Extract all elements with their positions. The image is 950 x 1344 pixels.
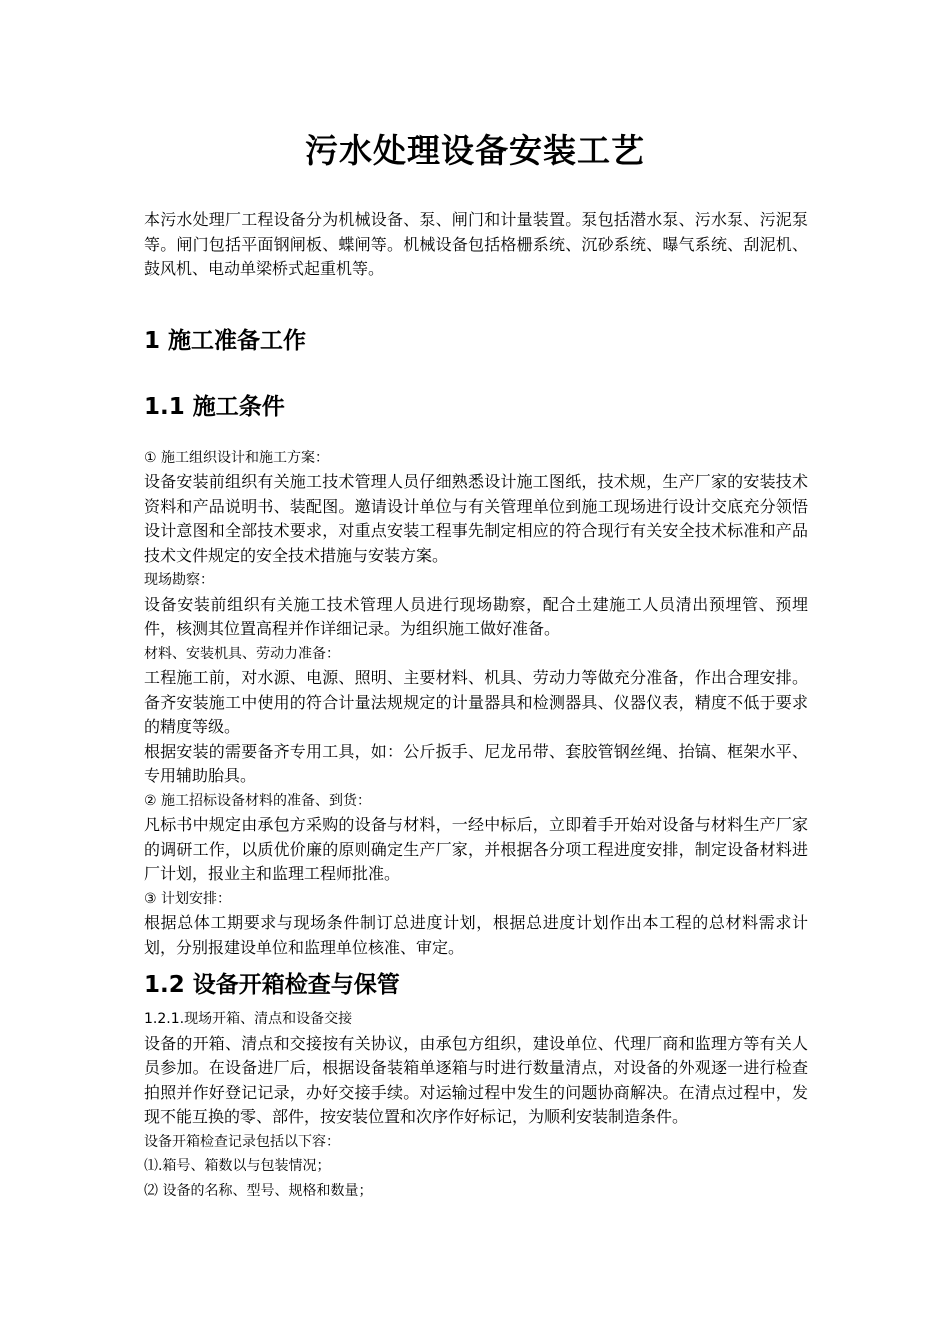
item-2-label: ② 施工招标设备材料的准备、到货： xyxy=(144,792,372,809)
survey-label: 现场勘察： xyxy=(144,572,214,588)
item-3-text: 根据总体工期要求与现场条件制订总进度计划，根据总进度计划作出本工程的总材料需求计划，分别报建设单位和监理单位核准、审定。 xyxy=(144,913,808,957)
survey-text: 设备安装前组织有关施工技术管理人员进行现场勘察，配合土建施工人员清出预埋管、预埋件，核测其位置高程并作详细记录。为组织施工做好准备。 xyxy=(144,594,808,638)
record-label: 设备开箱检查记录包括以下容： xyxy=(144,1133,340,1150)
intro-paragraph: 本污水处理厂工程设备分为机械设备、泵、闸门和计量装置。泵包括潜水泵、污水泵、污泥泵等。闸门包括平面钢闸板、蝶闸等。机械设备包括格栅系统、沉砂系统、曝气系统、刮泥机、鼓风机、电动单梁桥式起重机等。 xyxy=(144,210,808,278)
materials-label: 材料、安装机具、劳动力准备： xyxy=(144,645,340,662)
item-1-label: ① 施工组织设计和施工方案： xyxy=(144,449,330,466)
document-title: 污水处理设备安装工艺 xyxy=(305,131,645,170)
item-1-text: 设备安装前组织有关施工技术管理人员仔细熟悉设计施工图纸，技术规，生产厂家的安装技术资料和产品说明书、装配图。邀请设计单位与有关管理单位到施工现场进行设计交底充分领悟设计意图和全部技术要求，对重点安装工程事先制定相应的符合现行有关安全技术标准和产品技术文件规定的安全技术措施与安装方案。 xyxy=(144,472,808,565)
tools-text: 根据安装的需要备齐专用工具，如：公斤扳手、尼龙吊带、套胶管钢丝绳、抬镐、框架水平、专用辅助胎具。 xyxy=(144,741,808,785)
section-1-1-heading: 1.1 施工条件 xyxy=(144,393,285,420)
list-item: ⑵ 设备的名称、型号、规格和数量； xyxy=(144,1182,373,1199)
section-1-2-heading: 1.2 设备开箱检查与保管 xyxy=(144,972,400,998)
subsection-1-2-1-label: 1.2.1.现场开箱、清点和设备交接 xyxy=(144,1011,353,1027)
subsection-1-2-1-text: 设备的开箱、清点和交接按有关协议，由承包方组织，建设单位、代理厂商和监理方等有关人员参加。在设备进厂后，根据设备装箱单逐箱与时进行数量清点，对设备的外观逐一进行检查拍照并作好登记记录，办好交接手续。对运输过程中发生的问题协商解决。在清点过程中，发现不能互换的零、部件，按安装位置和次序作好标记，为顺利安装制造条件。 xyxy=(144,1033,808,1126)
list-item: ⑴.箱号、箱数以与包装情况； xyxy=(144,1158,331,1174)
section-1-heading: 1 施工准备工作 xyxy=(144,327,307,354)
materials-text: 工程施工前，对水源、电源、照明、主要材料、机具、劳动力等做充分准备，作出合理安排。备齐安装施工中使用的符合计量法规规定的计量器具和检测器具、仪器仪表，精度不低于要求的精度等级。 xyxy=(144,668,808,736)
item-3-label: ③ 计划安排： xyxy=(144,890,232,907)
item-2-text: 凡标书中规定由承包方采购的设备与材料，一经中标后，立即着手开始对设备与材料生产厂家的调研工作，以质优价廉的原则确定生产厂家，并根据各分项工程进度安排，制定设备材料进厂计划，报业主和监理工程师批准。 xyxy=(144,815,808,883)
document-body xyxy=(144,208,808,1203)
